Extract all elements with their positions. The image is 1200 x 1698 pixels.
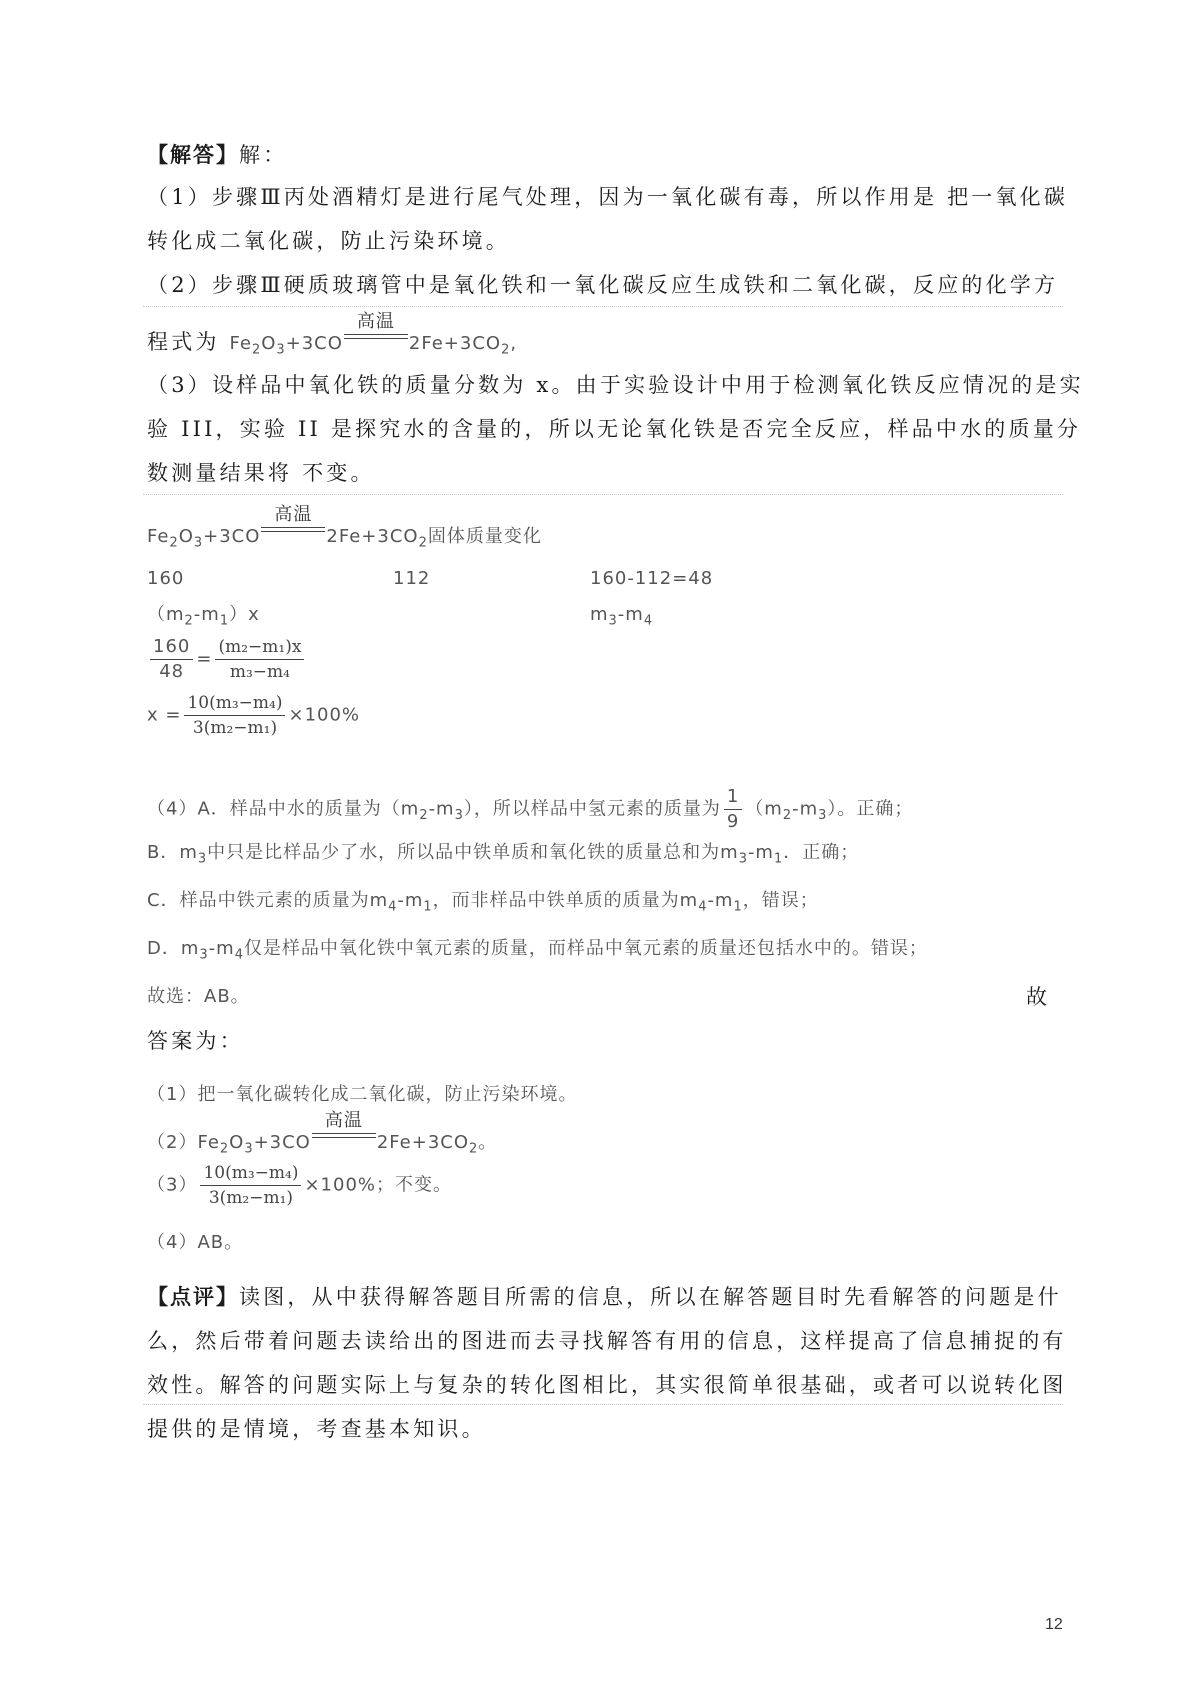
- equation-prefix: 程式为: [147, 330, 220, 354]
- calc-equation: $Fe_2O_3+3CO$ 高温 $2Fe+3CO_2$固体质量变化: [147, 504, 542, 551]
- answer-label: 【解答】: [147, 142, 239, 167]
- part4-choice: 故选：AB。: [147, 986, 250, 1007]
- calc-row1: 160: [147, 568, 185, 589]
- ratio-equation: $\frac{160}{48}$ = $\frac{\text{(m₂−m₁)x}}{\text{m₃−m₄}}$: [147, 636, 307, 683]
- final-fraction: $\frac{\text{10(m₃−m₄)}}{\text{3(m₂−m₁)}}$: [200, 1162, 301, 1209]
- part4-option-a: （4）A．样品中水的质量为$(m_2-m_3)$，所以样品中氢元素的质量为 $\frac{1}{9}$ $(m_2-m_3)$。正确；: [147, 786, 914, 832]
- calc-row2-c: $m_3-m_4$: [590, 604, 654, 629]
- calc-row1-c: 160-112=48: [590, 568, 714, 589]
- final-answer-4: （4）AB。: [147, 1232, 244, 1253]
- part3-line1: （3）设样品中氧化铁的质量分数为 x。由于实验设计中用于检测氧化铁反应情况的是实: [147, 373, 1084, 397]
- part4-option-c: C．样品中铁元素的质量为$m_4-m_1$，而非样品中铁单质的质量为$m_4-m_1$，错误；: [147, 890, 819, 915]
- one-ninth-fraction: $\frac{1}{9}$: [724, 786, 742, 833]
- result-equation: x = $\frac{\text{10(m₃−m₄)}}{\text{3(m₂−m₁)}}$ ×100%: [147, 693, 361, 738]
- review-label: 【点评】: [147, 1284, 239, 1309]
- final-answer-2: $(2)Fe_2O_3+3CO$ 高温 $2Fe+3CO_2$。: [147, 1110, 498, 1157]
- part1-line2: 转化成二氧化碳，防止污染环境。: [147, 229, 510, 253]
- part1-line1: （1）步骤Ⅲ丙处酒精灯是进行尾气处理，因为一氧化碳有毒，所以作用是 把一氧化碳: [147, 185, 1069, 209]
- dotted-divider: [143, 1404, 1063, 1405]
- reaction-condition: 高温: [344, 325, 408, 349]
- review-line2: 么，然后带着问题去读给出的图进而去寻找解答有用的信息，这样提高了信息捕捉的有: [147, 1329, 1067, 1353]
- calc-eq-suffix: 固体质量变化: [427, 526, 542, 547]
- review-line4: 提供的是情境，考查基本知识。: [147, 1417, 486, 1441]
- final-answer-1: （1）把一氧化碳转化成二氧化碳，防止污染环境。: [147, 1084, 578, 1105]
- review-line1: 【点评】读图，从中获得解答题目所需的信息，所以在解答题目时先看解答的问题是什: [147, 1284, 1062, 1309]
- page-number: 12: [1045, 1616, 1063, 1633]
- ratio-left: $\frac{160}{48}$: [150, 636, 193, 683]
- trailing-gu: 故: [1026, 985, 1051, 1009]
- part2-line1: （2）步骤Ⅲ硬质玻璃管中是氧化铁和一氧化碳反应生成铁和二氧化碳，反应的化学方: [147, 273, 1059, 297]
- part3-line2: 验 III，实验 II 是探究水的含量的，所以无论氧化铁是否完全反应，样品中水的质量分: [147, 417, 1082, 441]
- chemical-equation: $Fe_2O_3+3CO$ 高温 $2Fe+3CO_2$,: [229, 311, 518, 358]
- review-line3: 效性。解答的问题实际上与复杂的转化图相比，其实很简单很基础，或者可以说转化图: [147, 1373, 1067, 1397]
- final-answer-3: （3） $\frac{\text{10(m₃−m₄)}}{\text{3(m₂−m₁)}}$ ×100%；不变。: [147, 1163, 453, 1208]
- part4-option-d: D．$m_3-m_4$仅是样品中氧化铁中氧元素的质量，而样品中氧元素的质量还包括水中的。错误；: [147, 938, 928, 963]
- answer-intro-line: 答案为：: [147, 1029, 244, 1053]
- part4-option-b: B．$m_3$中只是比样品少了水，所以品中铁单质和氧化铁的质量总和为$m_3-m_1$．正确；: [147, 842, 860, 867]
- answer-intro: 解：: [239, 143, 288, 167]
- dotted-divider: [143, 494, 1063, 495]
- part2-line2: [147, 311, 518, 359]
- calc-row1-b: 112: [393, 568, 431, 589]
- calc-row2-a: $(m_2-m_1)x$: [147, 604, 260, 629]
- answer-header: [147, 140, 287, 170]
- result-fraction: $\frac{\text{10(m₃−m₄)}}{\text{3(m₂−m₁)}}$: [184, 692, 285, 739]
- dotted-divider: [143, 306, 1063, 307]
- ratio-right: $\frac{\text{(m₂−m₁)x}}{\text{m₃−m₄}}$: [215, 636, 304, 683]
- part3-line3: 数测量结果将 不变。: [147, 461, 375, 485]
